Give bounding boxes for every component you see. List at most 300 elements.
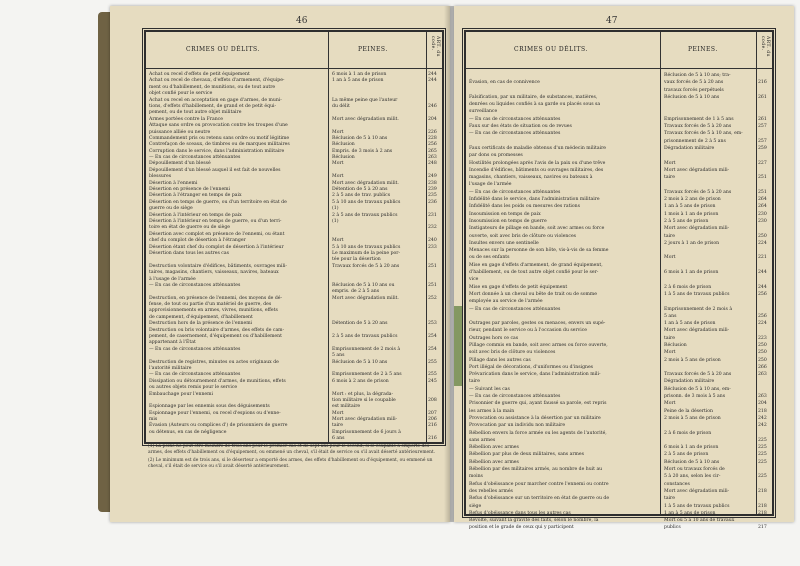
- article-cell: 230: [758, 211, 767, 217]
- article-cell: 256: [758, 291, 767, 297]
- crime-cell: Contrefaçon de sceaux, de timbres ou de marques militaires: [149, 142, 290, 148]
- table-row: [466, 247, 772, 254]
- crime-cell: Infidélité dans le service, dans l'administration militaire: [469, 197, 600, 203]
- penalty-cell: 6 mois à 1 an de prison: [332, 72, 387, 77]
- crime-cell: Rébellion par des militaires armés, au nombre de huit au: [469, 467, 603, 473]
- article-cell: 263: [758, 372, 767, 378]
- article-cell: 242: [758, 415, 767, 421]
- crime-cell: Désertion en présence de l'ennemi: [149, 187, 230, 193]
- penalty-cell: Réclusion de 5 à 10 ans: [332, 359, 388, 365]
- penalty-cell: Réclusion de 5 à 10 ans, em-: [664, 386, 731, 392]
- table-row: [466, 320, 772, 327]
- crime-cell: soit avec bris de clôture ou violences: [469, 350, 556, 356]
- article-cell: 263: [428, 155, 437, 161]
- table-row: [466, 481, 772, 488]
- table-row: [466, 313, 772, 320]
- crime-cell: Achat ou recel de chevaux, d'effets d'armement, d'équipe-: [149, 78, 285, 84]
- penalty-cell: Mort: [664, 350, 676, 356]
- crime-cell: Provocation par un individu non militaire: [469, 423, 566, 429]
- penalty-cell: 6 ans: [332, 436, 345, 442]
- article-cell: 225: [758, 459, 767, 465]
- footnote: (2) Le minimum est de trois ans, si le déserteur a emporté des armes, des effets d'habillement ou d'équipement, ou emmené un cheval, s'il était de service ou s'il avait déserté antérieurement.: [148, 458, 433, 469]
- table-row: [146, 436, 442, 442]
- article-cell: 204: [428, 116, 437, 122]
- crime-cell: Embauchage pour l'ennemi: [149, 391, 213, 397]
- penalty-cell: Le maximum de la peine por-: [332, 250, 401, 256]
- penalty-cell: Réclusion: [332, 155, 355, 161]
- table-row: [466, 408, 772, 415]
- table-row: [466, 451, 772, 458]
- crime-cell: Incendie d'édifices, bâtiments ou ouvrages militaires, des: [469, 167, 604, 173]
- crime-cell: puissance alliée ou neutre: [149, 129, 211, 135]
- crime-cell: — En cas de circonstances atténuantes: [149, 372, 241, 378]
- crime-cell: — Suivant les cas: [469, 386, 510, 392]
- crime-cell: Désertion à l'intérieur en temps de paix: [149, 212, 242, 218]
- crime-cell: à l'usage de l'armée: [149, 276, 196, 282]
- crime-cell: Désertion à l'ennemi: [149, 180, 198, 186]
- crime-cell: Rébellion avec armes: [469, 445, 519, 451]
- crime-cell: par dons ou promesses: [469, 153, 523, 159]
- penalty-cell: 2 jours à 1 an de prison: [664, 240, 720, 246]
- table-row: [466, 94, 772, 101]
- article-cell: 251: [758, 175, 767, 181]
- crime-cell: l'autorité militaire: [149, 365, 192, 371]
- crime-cell: Attaque sans ordre ou provocation contre les troupes d'une: [149, 123, 288, 129]
- table-row: [466, 145, 772, 152]
- article-cell: 218: [758, 488, 767, 494]
- crime-cell: — En cas de circonstances atténuantes: [149, 346, 241, 352]
- article-cell: 231: [428, 212, 437, 218]
- table-row: [466, 138, 772, 145]
- penalty-cell: Mort ou travaux forcés de: [664, 467, 725, 473]
- crime-cell: Insultes envers une sentinelle: [469, 240, 539, 246]
- penalty-cell: Peine de la désertion: [664, 408, 713, 414]
- penalty-cell: taire: [664, 175, 675, 181]
- table-row: [466, 276, 772, 283]
- crime-cell: taires, magasins, chantiers, vaisseaux, navires, bateaux: [149, 270, 279, 276]
- penalty-cell: Dégradation militaire: [664, 379, 715, 385]
- crime-cell: Désertion dans tous les autres cas: [149, 250, 229, 256]
- article-cell: 216: [428, 423, 437, 429]
- penalty-cell: 2 mois à 2 ans de prison: [664, 197, 721, 203]
- table-row: [466, 123, 772, 130]
- crime-cell: moins: [469, 474, 483, 480]
- penalty-cell: empris. de 2 à 5 ans: [332, 289, 380, 295]
- crime-cell: Désertion à l'étranger en temps de paix: [149, 193, 242, 199]
- crime-cell: Outrages hors ce cas: [469, 335, 519, 341]
- crime-cell: Dépouillement d'un blessé: [149, 161, 211, 167]
- penalty-cell: Travaux forcés de 5 à 20 ans: [664, 189, 732, 195]
- penalty-cell: Mort avec dégradation mili-: [664, 167, 730, 173]
- penalty-cell: 1 an à 5 ans de prison: [664, 321, 716, 327]
- table-row: [466, 306, 772, 313]
- table-row: [466, 488, 772, 495]
- article-cell: 244: [428, 78, 437, 84]
- table-row: [466, 87, 772, 94]
- article-cell: 245: [428, 378, 437, 384]
- table-row: [466, 225, 772, 232]
- crime-cell: Désertion avec complot en présence de l'ennemi, ou étant: [149, 231, 285, 237]
- penalty-cell: 6 mois à 2 ans de prison: [332, 378, 389, 384]
- penalty-cell: 2 mois à 5 ans de prison: [664, 357, 721, 363]
- penalty-cell: 2 à 5 ans de prison: [664, 218, 709, 224]
- article-cell: 264: [758, 197, 767, 203]
- penalty-cell: Mort avec dégradation milit.: [332, 116, 399, 122]
- table-row: [466, 203, 772, 210]
- header-peines: PEINES.: [358, 46, 388, 53]
- table-header-left: [146, 32, 442, 69]
- penalty-cell: Mort avec dégradation milit.: [332, 295, 399, 301]
- penalty-cell: tion militaire si le coupable: [332, 397, 396, 403]
- crime-cell: chef du complot de désertion à l'étranger: [149, 238, 246, 244]
- table-row: [466, 211, 772, 218]
- penalty-cell: taire: [332, 423, 343, 429]
- article-cell: 253: [428, 321, 437, 327]
- article-cell: 218: [758, 503, 767, 509]
- crime-cell: pement, ou de tout autre objet militaire: [149, 110, 242, 116]
- article-cell: 225: [758, 445, 767, 451]
- crime-cell: Infidélité dans les poids ou mesures des rations: [469, 204, 580, 210]
- crime-cell: des rebelles armés: [469, 488, 513, 494]
- penalty-cell: vaux forcés de 5 à 20 ans: [664, 80, 724, 86]
- crime-cell: ou de ses enfants: [469, 255, 510, 261]
- article-cell: 261: [758, 94, 767, 100]
- table-header-right: [466, 32, 772, 69]
- crime-cell: Instigateurs de pillage en bande, soit avec armes ou force: [469, 226, 605, 232]
- article-cell: 256: [758, 313, 767, 319]
- crime-cell: l'usage de l'armée: [469, 182, 512, 188]
- table-row: [466, 101, 772, 108]
- article-cell: 244: [428, 72, 437, 77]
- table-row: [466, 291, 772, 298]
- table-row: [466, 189, 772, 196]
- table-row: [466, 378, 772, 385]
- article-cell: 218: [758, 408, 767, 414]
- article-cell: 232: [428, 225, 437, 231]
- crime-cell: Évasion (Auteurs ou complices d') de prisonniers de guerre: [149, 423, 288, 429]
- article-cell: 208: [428, 397, 437, 403]
- penalty-cell: Mort ou 5 à 10 ans de travaux: [664, 518, 735, 524]
- header-peines: PEINES.: [688, 46, 718, 53]
- penalty-cell: 1 à 5 ans de travaux publics: [664, 503, 730, 509]
- penalty-cell: prisonn. de 3 mois à 5 ans: [664, 394, 726, 400]
- article-cell: 244: [758, 270, 767, 276]
- header-crimes: CRIMES OU DÉLITS.: [514, 46, 588, 53]
- crime-cell: Évasion, en cas de connivence: [469, 80, 540, 86]
- article-cell: 221: [758, 255, 767, 261]
- article-cell: 250: [758, 233, 767, 239]
- table-row: [466, 371, 772, 378]
- table-row: [466, 349, 772, 356]
- table-row: [466, 473, 772, 480]
- table-row: [466, 167, 772, 174]
- article-cell: 250: [758, 342, 767, 348]
- crime-cell: Port illégal de décorations, d'uniformes ou d'insignes: [469, 364, 594, 370]
- article-cell: 248: [428, 161, 437, 167]
- crime-cell: objet confié pour le service: [149, 91, 213, 97]
- table-row: [466, 517, 772, 524]
- page-number-right: 47: [606, 16, 618, 26]
- article-cell: 257: [758, 138, 767, 144]
- table-row: [466, 400, 772, 407]
- table-row: [466, 262, 772, 269]
- crime-cell: Destruction hors de la présence de l'ennemi: [149, 321, 253, 327]
- crime-cell: — En cas de circonstances atténuantes: [469, 131, 561, 137]
- table-body-right: [466, 72, 772, 532]
- article-cell: 238: [428, 180, 437, 186]
- penalty-cell: 5 ans: [332, 353, 345, 359]
- penalty-cell: 1 mois à 1 an de prison: [664, 211, 719, 217]
- crime-cell: Falsification, par un militaire, de substances, matières,: [469, 94, 598, 100]
- table-row: [466, 364, 772, 371]
- table-row: [466, 181, 772, 188]
- article-cell: 225: [758, 452, 767, 458]
- crime-cell: Provocation ou assistance à la désertion par un militaire: [469, 415, 601, 421]
- penalty-cell: 2 à 5 ans de travaux publics: [332, 334, 398, 340]
- article-cell: 254: [428, 346, 437, 352]
- article-cell: 256: [428, 142, 437, 148]
- table-row: [466, 327, 772, 334]
- table-row: [466, 160, 772, 167]
- penalty-cell: (1): [332, 206, 339, 212]
- penalty-cell: taire: [664, 233, 675, 239]
- penalty-cell: 2 à 5 ans de travaux publics: [332, 212, 398, 218]
- table-row: [466, 524, 772, 531]
- penalty-cell: travaux forcés perpétuels: [664, 87, 724, 93]
- table-row: [466, 116, 772, 123]
- crime-cell: Insoumission en temps de paix: [469, 211, 541, 217]
- article-cell: 225: [758, 437, 767, 443]
- penalty-cell: Réclusion de 5 à 10 ans: [664, 459, 720, 465]
- table-row: [466, 269, 772, 276]
- article-cell: 242: [758, 423, 767, 429]
- article-cell: 266: [758, 364, 767, 370]
- crime-cell: surveillance: [469, 109, 498, 115]
- header-article: ART. du code.: [760, 36, 770, 58]
- crime-cell: Prévarication dans le service, dans l'administration mili-: [469, 372, 601, 378]
- penalty-cell: Emprisonnement de 2 mois à: [664, 306, 733, 312]
- crime-cell: Hostilités prolongées après l'avis de la paix ou d'une trêve: [469, 160, 606, 166]
- crime-cell: mis: [149, 417, 158, 423]
- crime-cell: sans armes: [469, 437, 496, 443]
- article-cell: 227: [758, 160, 767, 166]
- crime-cell: — En cas de circonstances atténuantes: [469, 394, 561, 400]
- crime-cell: approvisionnements en armes, vivres, munitions, effets: [149, 308, 278, 314]
- crime-cell: Commandement pris ou retenu sans ordre ou motif légitime: [149, 135, 290, 141]
- crime-cell: les armes à la main: [469, 408, 515, 414]
- article-cell: 251: [428, 263, 437, 269]
- article-cell: 226: [428, 129, 437, 135]
- table-row: [466, 415, 772, 422]
- penalty-cell: Mort: [332, 174, 344, 180]
- penalty-cell: Emprisonnement de 2 à 5 ans: [332, 372, 402, 378]
- crime-cell: taire: [469, 379, 480, 385]
- article-cell: 246: [428, 103, 437, 109]
- article-cell: 251: [428, 282, 437, 288]
- crime-cell: Dissipation ou détournement d'armes, de munitions, effets: [149, 378, 286, 384]
- table-frame-left: [144, 30, 444, 444]
- table-row: [466, 430, 772, 437]
- penalty-cell: 6 mois à 1 an de prison: [664, 445, 719, 451]
- article-cell: 233: [428, 244, 437, 250]
- table-row: [466, 444, 772, 451]
- penalty-cell: Mort avec dégradation mili-: [332, 417, 398, 423]
- table-row: [466, 386, 772, 393]
- penalty-cell: Emprisonnement de 2 mois à: [332, 346, 401, 352]
- crime-cell: Rébellion avec armes: [469, 459, 519, 465]
- article-cell: 228: [428, 135, 437, 141]
- article-cell: 207: [428, 410, 437, 416]
- article-cell: 265: [428, 148, 437, 154]
- penalty-cell: constances: [664, 481, 690, 487]
- crime-cell: Destruction de registres, minutes ou actes originaux de: [149, 359, 279, 365]
- crime-cell: Mise en gage d'effets de petit équipement: [469, 284, 568, 290]
- header-crimes: CRIMES OU DÉLITS.: [186, 46, 260, 53]
- crime-cell: Espionnage pour l'ennemi, ou recel d'espions ou d'enne-: [149, 410, 281, 416]
- penalty-cell: Mort: [664, 401, 676, 407]
- table-row: [466, 335, 772, 342]
- penalty-cell: Mort avec dégradation mili-: [664, 488, 730, 494]
- crime-cell: position et le grade de ceux qui y participent: [469, 525, 574, 531]
- article-cell: 204: [758, 401, 767, 407]
- table-row: [466, 152, 772, 159]
- crime-cell: denrées ou liquides confiés à sa garde ou placés sous sa: [469, 102, 601, 108]
- article-cell: 264: [758, 204, 767, 210]
- article-cell: 263: [758, 394, 767, 400]
- table-row: [466, 437, 772, 444]
- penalty-cell: Mort: [664, 160, 676, 166]
- crime-cell: vice: [469, 277, 479, 283]
- penalty-cell: Mort: [332, 410, 344, 416]
- crime-cell: ou autres objets remis pour le service: [149, 385, 238, 391]
- article-cell: 218: [758, 510, 767, 516]
- article-cell: 259: [758, 145, 767, 151]
- table-row: [466, 342, 772, 349]
- penalty-cell: prisonnement de 2 à 5 ans: [664, 138, 726, 144]
- table-row: [466, 174, 772, 181]
- crime-cell: Outrages par paroles, gestes ou menaces, envers un supé-: [469, 321, 606, 327]
- article-cell: 230: [758, 218, 767, 224]
- crime-cell: Refus d'obéissance dans tous les autres cas: [469, 510, 571, 516]
- penalty-cell: Travaux forcés de 5 à 20 ans: [664, 372, 732, 378]
- crime-cell: Prisonnier de guerre qui, ayant faussé sa parole, est repris: [469, 401, 607, 407]
- crime-cell: Désertion étant chef du complot de désertion à l'intérieur: [149, 244, 284, 250]
- crime-cell: Destruction ou bris volontaire d'armes, des effets de cam-: [149, 327, 285, 333]
- article-cell: 216: [428, 436, 437, 442]
- page-number-left: 46: [296, 16, 308, 26]
- penalty-cell: 1 an à 5 ans de prison: [664, 510, 716, 516]
- crime-cell: tions, d'effets d'habillement, de grand et de petit équi-: [149, 103, 277, 109]
- penalty-cell: (1): [332, 218, 339, 224]
- article-cell: 257: [758, 124, 767, 130]
- table-row: [466, 254, 772, 261]
- table-row: [466, 233, 772, 240]
- crime-cell: Désertion à l'intérieur en temps de guerre, ou d'un terri-: [149, 218, 282, 224]
- article-cell: 255: [428, 359, 437, 365]
- crime-cell: blessures: [149, 174, 172, 180]
- crime-cell: ment ou d'habillement, de munitions, ou de tout autre: [149, 84, 276, 90]
- crime-cell: pement, de casernement, d'équipement ou d'habillement: [149, 334, 282, 340]
- crime-cell: — En cas de circonstances atténuantes: [469, 116, 561, 122]
- crime-cell: rieur, pendant le service ou à l'occasion du service: [469, 328, 588, 334]
- penalty-cell: La même peine que l'auteur: [332, 97, 398, 103]
- penalty-cell: du délit: [332, 103, 350, 109]
- penalty-cell: 2 à 6 mois de prison: [664, 430, 712, 436]
- crime-cell: siège: [469, 503, 482, 509]
- crime-cell: de campement, d'équipement, d'habillement: [149, 314, 253, 320]
- table-row: [466, 298, 772, 305]
- penalty-cell: 1 an à 5 ans de prison: [664, 204, 716, 210]
- crime-cell: Mise en gage d'effets d'armement, de grand équipement,: [469, 262, 603, 268]
- article-cell: 224: [758, 321, 767, 327]
- table-row: [466, 495, 772, 502]
- crime-cell: Insoumission en temps de guerre: [469, 218, 547, 224]
- penalty-cell: 2 à 5 ans de prison: [664, 452, 709, 458]
- article-cell: 225: [758, 474, 767, 480]
- penalty-cell: Mort : et plus, la dégrada-: [332, 391, 394, 397]
- crime-cell: Pillage commis en bande, soit avec armes ou force ouverte,: [469, 342, 608, 348]
- penalty-cell: Dégradation militaire: [664, 145, 715, 151]
- article-cell: 244: [758, 284, 767, 290]
- crime-cell: Menaces sur la personne de son hôte, vis-à-vis de sa femme: [469, 248, 609, 254]
- crime-cell: guerre ou de siège: [149, 206, 193, 212]
- penalty-cell: taire: [664, 335, 675, 341]
- table-row: [466, 240, 772, 247]
- crime-cell: magasins, chantiers, vaisseaux, navires ou bateaux à: [469, 175, 593, 181]
- penalty-cell: Mort: [332, 238, 344, 244]
- penalty-cell: Réclusion: [332, 142, 355, 148]
- crime-cell: Dépouillement d'un blessé auquel il est fait de nouvelles: [149, 167, 281, 173]
- penalty-cell: 5 ans: [664, 313, 677, 319]
- penalty-cell: 5 à 10 ans de travaux publics: [332, 199, 401, 205]
- crime-cell: Révolte, suivant la gravité des faits, selon le nombre, la: [469, 518, 599, 524]
- crime-cell: — En cas de circonstances atténuantes: [469, 306, 561, 312]
- penalty-cell: Réclusion de 5 à 10 ans; tra-: [664, 73, 731, 78]
- article-cell: 240: [428, 238, 437, 244]
- crime-cell: d'habillement, ou de tout autre objet confié pour le ser-: [469, 270, 599, 276]
- table-frame-right: [464, 30, 774, 531]
- penalty-cell: Emprisonnement de 6 jours à: [332, 429, 401, 435]
- article-cell: 206: [428, 417, 437, 423]
- crime-cell: Faux sur des états de situation ou de revues: [469, 124, 572, 130]
- table-row: [466, 196, 772, 203]
- penalty-cell: Réclusion de 5 à 10 ans ou: [332, 282, 395, 288]
- table-body-left: [146, 72, 442, 443]
- article-cell: 216: [758, 80, 767, 86]
- crime-cell: — En cas de circonstances atténuantes: [149, 155, 241, 161]
- crime-cell: Pillage dans les autres cas: [469, 357, 531, 363]
- page-stain: [454, 306, 462, 386]
- crime-cell: appartenant à l'État: [149, 340, 196, 346]
- table-row: [466, 357, 772, 364]
- header-article: ART. du code.: [430, 36, 440, 58]
- crime-cell: Armes portées contre la France: [149, 116, 223, 122]
- crime-cell: Espionnage par les ennemis sous des déguisements: [149, 404, 270, 410]
- penalty-cell: 1 à 5 ans de travaux publics: [664, 291, 730, 297]
- table-row: [466, 79, 772, 86]
- crime-cell: ou détenus, en cas de négligence: [149, 429, 227, 435]
- penalty-cell: Mort avec dégradation mili-: [664, 226, 730, 232]
- table-row: [466, 422, 772, 429]
- penalty-cell: 2 à 5 ans de trav. publics: [332, 193, 391, 199]
- left-page: [110, 6, 450, 522]
- crime-cell: — En cas de circonstances atténuantes: [149, 282, 241, 288]
- article-cell: 223: [758, 335, 767, 341]
- table-row: [466, 459, 772, 466]
- penalty-cell: Mort avec dégradation mili-: [664, 328, 730, 334]
- article-cell: 255: [428, 372, 437, 378]
- article-cell: 254: [428, 334, 437, 340]
